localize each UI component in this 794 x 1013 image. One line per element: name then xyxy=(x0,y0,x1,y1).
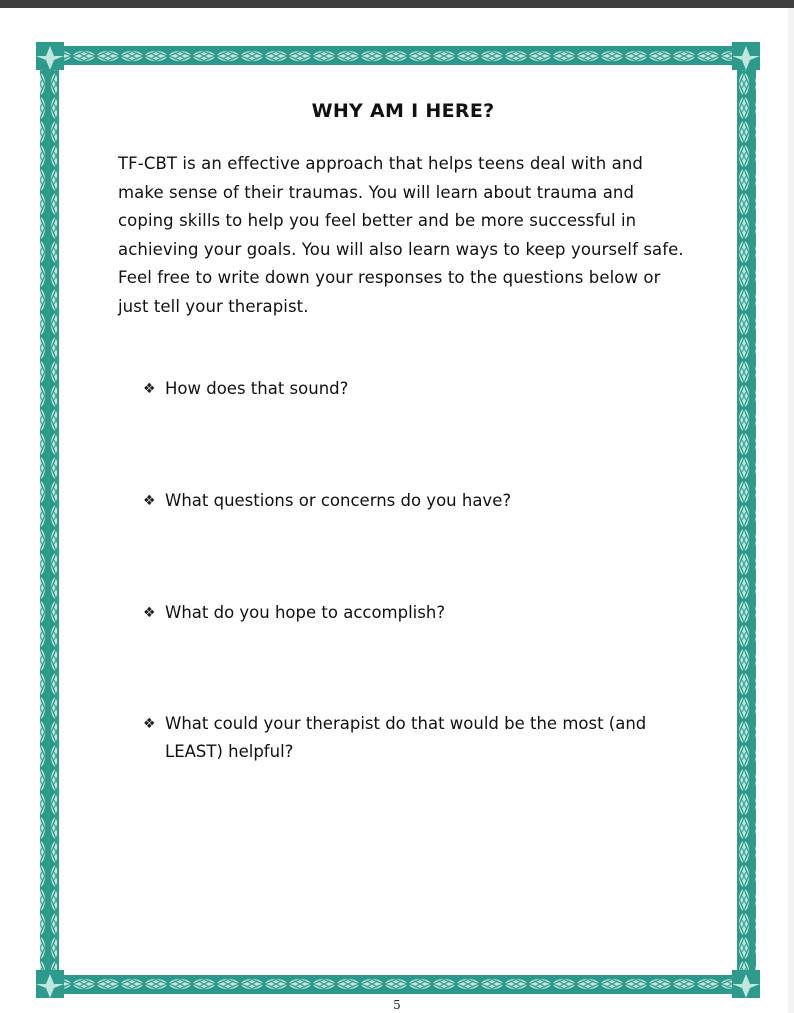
diamond-bullet-icon: ❖ xyxy=(143,381,156,397)
diamond-bullet-icon: ❖ xyxy=(143,716,156,732)
corner-ornament-bottom-right xyxy=(732,970,760,998)
page-number: 5 xyxy=(393,998,401,1012)
question-item xyxy=(143,487,688,515)
question-item xyxy=(143,375,688,403)
question-item xyxy=(143,710,688,766)
corner-ornament-top-right xyxy=(732,42,760,70)
border-left xyxy=(40,64,58,976)
border-bottom xyxy=(58,976,738,994)
question-text: What questions or concerns do you have? xyxy=(165,491,512,510)
question-text: What do you hope to accomplish? xyxy=(165,603,446,622)
corner-ornament-top-left xyxy=(36,42,64,70)
border-top xyxy=(58,46,738,64)
page-title: WHY AM I HERE? xyxy=(311,100,495,122)
question-text: How does that sound? xyxy=(165,379,349,398)
diamond-bullet-icon: ❖ xyxy=(143,605,156,621)
corner-ornament-bottom-left xyxy=(36,970,64,998)
document-body xyxy=(118,100,688,321)
question-item xyxy=(143,599,688,627)
intro-paragraph: TF-CBT is an effective approach that helps teens deal with and make sense of their traumas. You will learn about trauma and coping skills to help you feel better and be more successful in achieving your goals. You will also learn ways to keep yourself safe. Feel free to write down your responses to the questions below or just tell your therapist. xyxy=(118,154,684,316)
border-right xyxy=(738,64,756,976)
question-text: What could your therapist do that would be the most (and LEAST) helpful? xyxy=(165,714,647,761)
diamond-bullet-icon: ❖ xyxy=(143,493,156,509)
